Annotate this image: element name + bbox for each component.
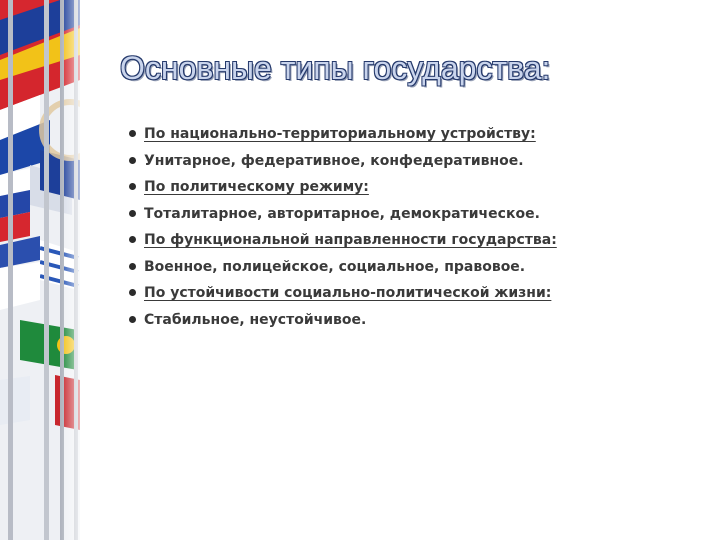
bullet-item	[128, 254, 557, 281]
bullet-item	[128, 174, 557, 201]
bullet-item	[128, 201, 557, 228]
bullet-dot-icon	[129, 130, 136, 137]
bullet-list	[128, 121, 557, 333]
flags-fade	[60, 0, 90, 540]
bullet-dot-icon	[129, 316, 136, 323]
bullet-dot-icon	[129, 210, 136, 217]
bullet-text: По функциональной направленности государства:	[144, 232, 557, 248]
bullet-text: Унитарное, федеративное, конфедеративное.	[144, 152, 524, 169]
bullet-dot-icon	[129, 289, 136, 296]
bullet-item	[128, 280, 557, 307]
bullet-text: Военное, полицейское, социальное, правовое.	[144, 258, 526, 275]
bullet-text: По устойчивости социально-политической жизни:	[144, 285, 552, 301]
bullet-item	[128, 121, 557, 148]
bullet-item	[128, 307, 557, 334]
slide-title: Основные типы государства:	[120, 50, 551, 86]
bullet-text: Стабильное, неустойчивое.	[144, 311, 367, 328]
bullet-dot-icon	[129, 263, 136, 270]
bullet-dot-icon	[129, 183, 136, 190]
bullet-dot-icon	[129, 236, 136, 243]
bullet-item	[128, 148, 557, 175]
bullet-text: По политическому режиму:	[144, 179, 369, 195]
bullet-text: Тоталитарное, авторитарное, демократическое.	[144, 205, 540, 222]
bullet-text: По национально-территориальному устройству:	[144, 126, 536, 142]
bullet-item	[128, 227, 557, 254]
bullet-dot-icon	[129, 157, 136, 164]
